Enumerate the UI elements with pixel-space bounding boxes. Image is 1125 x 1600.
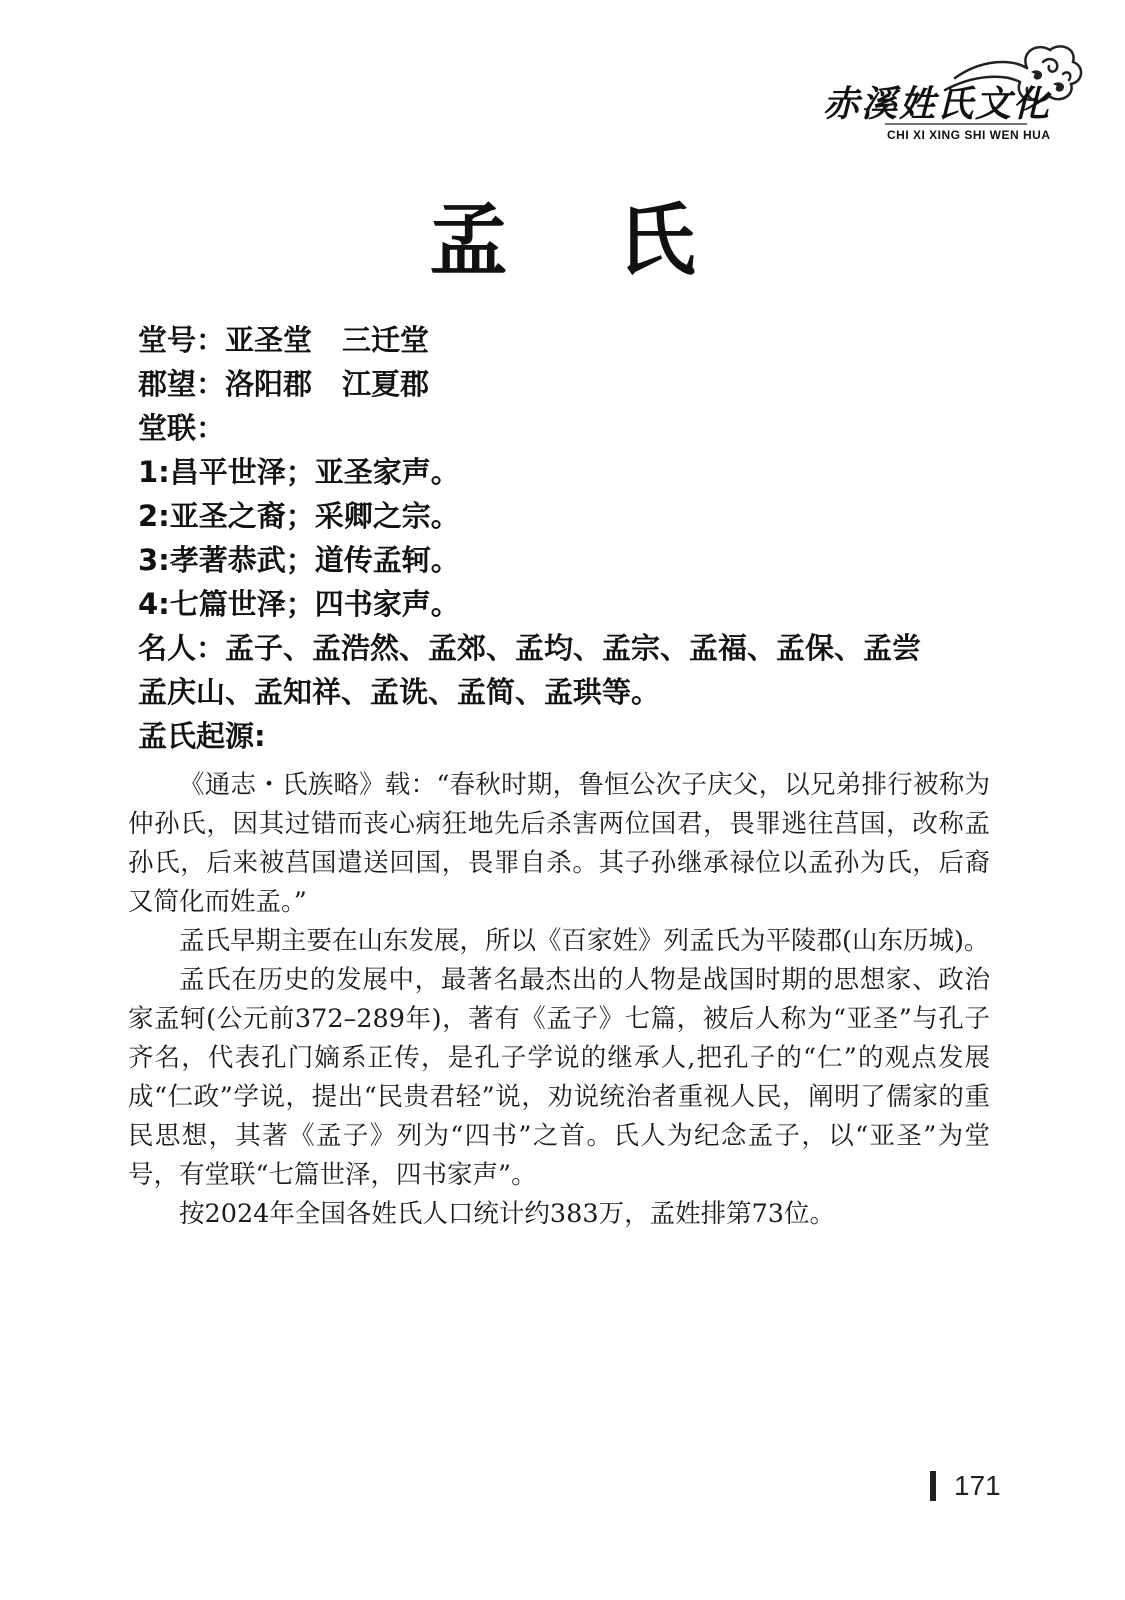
header-logo [805, 38, 1085, 148]
origin-label: 孟氏起源: [138, 719, 266, 753]
famous-list-1: 孟子、孟浩然、孟郊、孟均、孟宗、孟福、孟保、孟尝 [225, 631, 922, 665]
title-char-2: 氏 [617, 195, 696, 286]
commandery-line [138, 362, 998, 406]
famous-list-2: 孟庆山、孟知祥、孟诜、孟简、孟珙等。 [138, 675, 661, 709]
couplet-1: 1:昌平世泽；亚圣家声。 [138, 455, 460, 489]
paragraph-1: 《通志・氏族略》载：“春秋时期，鲁恒公次子庆父，以兄弟排行被称为仲孙氏，因其过错而丧心病狂地先后杀害两位国君，畏罪逃往莒国，改称孟孙氏，后来被莒国遣送回国，畏罪自杀。其子孙继承禄位以孟孙为氏，后裔又简化而姓孟。” [128, 770, 990, 917]
page-number-bar [930, 1471, 936, 1501]
hall-name-line [138, 318, 998, 362]
page-title [0, 178, 1125, 290]
logo-subtitle: CHI XI XING SHI WEN HUA [887, 128, 1051, 142]
paragraph-4: 按2024年全国各姓氏人口统计约383万，孟姓排第73位。 [179, 1199, 836, 1229]
paragraph-3: 孟氏在历史的发展中，最著名最杰出的人物是战国时期的思想家、政治家孟轲(公元前372–289年)，著有《孟子》七篇，被后人称为“亚圣”与孔子齐名，代表孔门嫡系正传，是孔子学说的继承人,把孔子的“仁”的观点发展成“仁政”学说，提出“民贵君轻”说，劝说统治者重视人民，阐明了儒家的重民思想，其著《孟子》列为“四书”之首。氏人为纪念孟子，以“亚圣”为堂号，有堂联“七篇世泽，四书家声”。 [128, 965, 990, 1190]
famous-label: 名人： [138, 631, 226, 665]
title-char-1: 孟 [429, 195, 508, 286]
famous-people-line-1 [138, 626, 998, 670]
page-number-text: 171 [954, 1470, 1001, 1501]
page-number [930, 1470, 1001, 1502]
couplet-4: 4:七篇世泽；四书家声。 [138, 587, 460, 621]
commandery-label: 郡望： [138, 367, 226, 401]
couplet-3: 3:孝著恭武；道传孟轲。 [138, 543, 460, 577]
clan-info [138, 318, 998, 758]
commandery-value-2: 江夏郡 [342, 367, 430, 401]
hall-name-value-1: 亚圣堂 [225, 323, 313, 357]
hall-name-label: 堂号： [138, 323, 226, 357]
logo-title: 赤溪姓氏文化 [823, 83, 1052, 125]
paragraph-2: 孟氏早期主要在山东发展，所以《百家姓》列孟氏为平陵郡(山东历城)。 [179, 926, 990, 956]
couplet-2: 2:亚圣之裔；采卿之宗。 [138, 499, 460, 533]
origin-text [128, 766, 990, 1234]
hall-name-value-2: 三迁堂 [342, 323, 430, 357]
commandery-value-1: 洛阳郡 [225, 367, 313, 401]
couplets-label: 堂联： [138, 411, 226, 445]
